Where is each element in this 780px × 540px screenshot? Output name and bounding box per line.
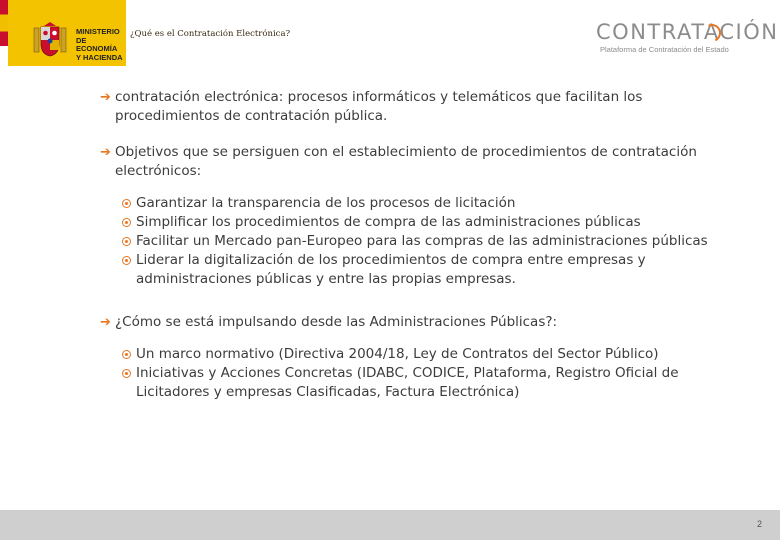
coat-of-arms-icon	[32, 20, 68, 58]
circled-dot-icon	[122, 350, 131, 359]
circled-dot-icon	[122, 369, 131, 378]
point-public-administration	[100, 313, 750, 332]
measures-list	[100, 345, 750, 402]
list-item-text: Facilitar un Mercado pan-Europeo para las compras de las administraciones públicas	[136, 233, 708, 249]
list-item-text: Liderar la digitalización de los procedimientos de compra entre empresas y administraciones públicas y entre las propias empresas.	[136, 252, 646, 287]
arrow-right-icon: ➔	[100, 90, 111, 105]
logo-wordmark: CONTRATACIÓN	[596, 20, 779, 44]
list-item	[122, 232, 750, 251]
list-item-text: Simplificar los procedimientos de compra de las administraciones públicas	[136, 214, 641, 230]
point-text: Objetivos que se persiguen con el establecimiento de procedimientos de contratación electrónicos:	[115, 144, 697, 179]
slide-title: ¿Qué es el Contratación Electrónica?	[130, 29, 291, 39]
list-item	[122, 345, 750, 364]
ministry-name	[76, 28, 126, 62]
list-item	[122, 364, 750, 402]
point-text: ¿Cómo se está impulsando desde las Administraciones Públicas?:	[115, 314, 558, 330]
list-item	[122, 251, 750, 289]
point-definition	[100, 88, 750, 126]
slide-footer	[0, 510, 780, 540]
list-item	[122, 213, 750, 232]
page-number: 2	[756, 519, 762, 529]
circled-dot-icon	[122, 237, 131, 246]
arrow-right-icon: ➔	[100, 315, 111, 330]
point-text: contratación electrónica: procesos informáticos y telemáticos que facilitan los procedimientos de contratación pública.	[115, 89, 643, 124]
objectives-list	[100, 194, 750, 289]
point-objectives	[100, 143, 750, 181]
contratacion-logo	[596, 20, 779, 54]
slide-header	[0, 0, 780, 66]
circled-dot-icon	[122, 199, 131, 208]
list-item-text: Un marco normativo (Directiva 2004/18, Ley de Contratos del Sector Público)	[136, 346, 659, 362]
slide-body	[100, 88, 750, 402]
arrow-right-icon: ➔	[100, 145, 111, 160]
list-item	[122, 194, 750, 213]
spain-flag-strip	[0, 0, 8, 66]
government-logo-block	[8, 0, 126, 66]
ministry-line: MINISTERIO	[76, 27, 120, 36]
list-item-text: Garantizar la transparencia de los procesos de licitación	[136, 195, 516, 211]
ministry-line: DE ECONOMÍA	[76, 35, 118, 53]
circled-dot-icon	[122, 218, 131, 227]
ministry-line: Y HACIENDA	[76, 52, 123, 62]
logo-subtitle: Plataforma de Contratación del Estado	[600, 45, 729, 54]
circled-dot-icon	[122, 256, 131, 265]
list-item-text: Iniciativas y Acciones Concretas (IDABC, CODICE, Plataforma, Registro Oficial de Licitadores y empresas Clasificadas, Factura Electrónica)	[136, 365, 679, 400]
